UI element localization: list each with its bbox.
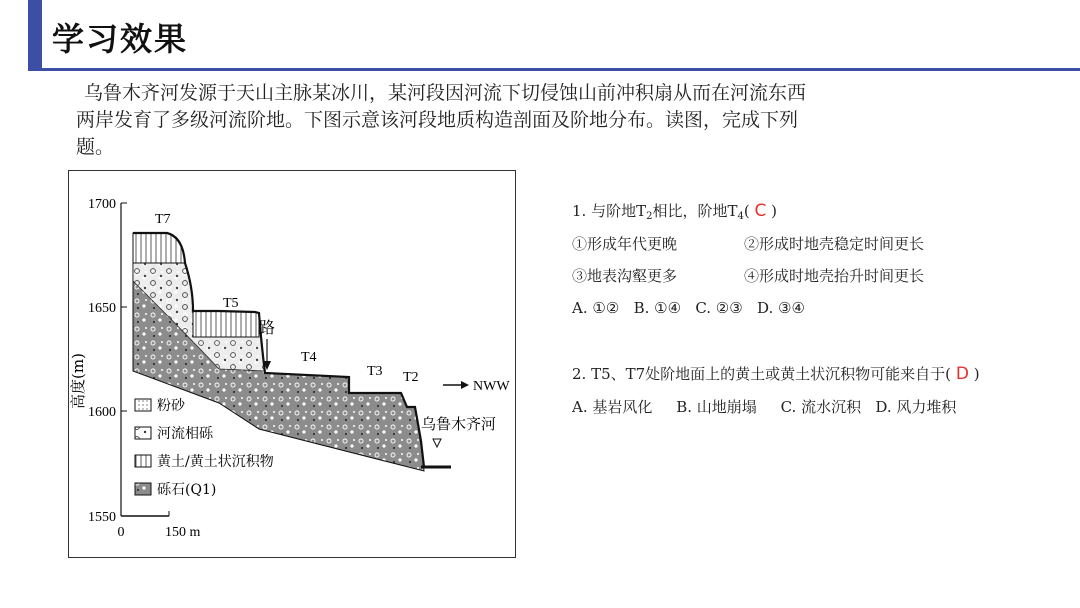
intro-line-2: 两岸发育了多级河流阶地。下图示意该河段地质构造剖面及阶地分布。读图，完成下列 — [76, 109, 799, 131]
terrace-label-t7: T7 — [155, 212, 171, 227]
terrace-label-t4: T4 — [301, 350, 317, 365]
legend-label-river-gravel: 河流相砾 — [157, 426, 213, 442]
page-title: 学习效果 — [52, 20, 189, 58]
title-accent-bar — [28, 0, 42, 70]
y-axis — [69, 197, 127, 525]
legend-swatch-loess — [135, 455, 151, 467]
road-label: 路 — [259, 318, 276, 337]
terrace-label-t3: T3 — [367, 364, 383, 379]
loess-t7 — [133, 233, 185, 263]
question-1-choices: A. ①② B. ①④ C. ②③ D. ③④ — [572, 299, 805, 317]
question-2-choices: A. 基岩风化 B. 山地崩塌 C. 流水沉积 D. 风力堆积 — [572, 398, 957, 416]
intro-line-1: 乌鲁木齐河发源于天山主脉某冰川，某河段因河流下切侵蚀山前冲积扇从而在河流东西 — [84, 82, 807, 104]
scale-distance: 150 m — [165, 525, 201, 540]
loess-t5 — [193, 311, 259, 337]
y-tick-1550: 1550 — [88, 510, 116, 525]
legend-label-silt: 粉砂 — [157, 398, 185, 414]
question-2-answer: D — [955, 364, 969, 384]
scale-zero: 0 — [117, 525, 125, 540]
question-1-option-1: ①形成年代更晚 — [572, 235, 678, 253]
river-label: 乌鲁木齐河 — [421, 415, 497, 433]
profile-diagram — [69, 171, 515, 557]
question-1-option-3: ③地表沟壑更多 — [572, 267, 678, 285]
legend-swatch-gravel — [135, 483, 151, 495]
question-1-option-2: ②形成时地壳稳定时间更长 — [744, 235, 925, 253]
question-1-option-4: ④形成时地壳抬升时间更长 — [744, 267, 925, 285]
y-axis-label: 高度(m) — [69, 353, 87, 409]
legend-label-loess: 黄土/黄土状沉积物 — [157, 454, 274, 470]
terrace-label-t5: T5 — [223, 296, 239, 311]
legend-label-gravel: 砾石(Q1) — [157, 482, 217, 498]
title-divider — [28, 68, 1080, 71]
direction-label: NWW — [473, 379, 510, 394]
y-tick-1700: 1700 — [88, 197, 116, 212]
water-level-icon — [433, 439, 441, 447]
terrace-profile-figure — [68, 170, 516, 558]
question-1-answer: C — [754, 201, 767, 221]
scale-bar — [118, 511, 201, 540]
intro-paragraph — [76, 80, 956, 161]
y-tick-1600: 1600 — [88, 405, 116, 420]
question-1-stem: 1. 与阶地$T_2$相比，阶地$T_4$( C ) — [572, 201, 778, 222]
legend-swatch-river-gravel — [135, 427, 151, 439]
terrace-label-t2: T2 — [403, 370, 419, 385]
y-tick-1650: 1650 — [88, 301, 116, 316]
legend-swatch-silt — [135, 399, 151, 411]
intro-line-3: 题。 — [76, 136, 115, 158]
question-2-stem: 2. T5、T7处阶地面上的黄土或黄土状沉积物可能来自于( D ) — [572, 364, 980, 384]
direction-arrowhead-icon — [461, 381, 469, 389]
